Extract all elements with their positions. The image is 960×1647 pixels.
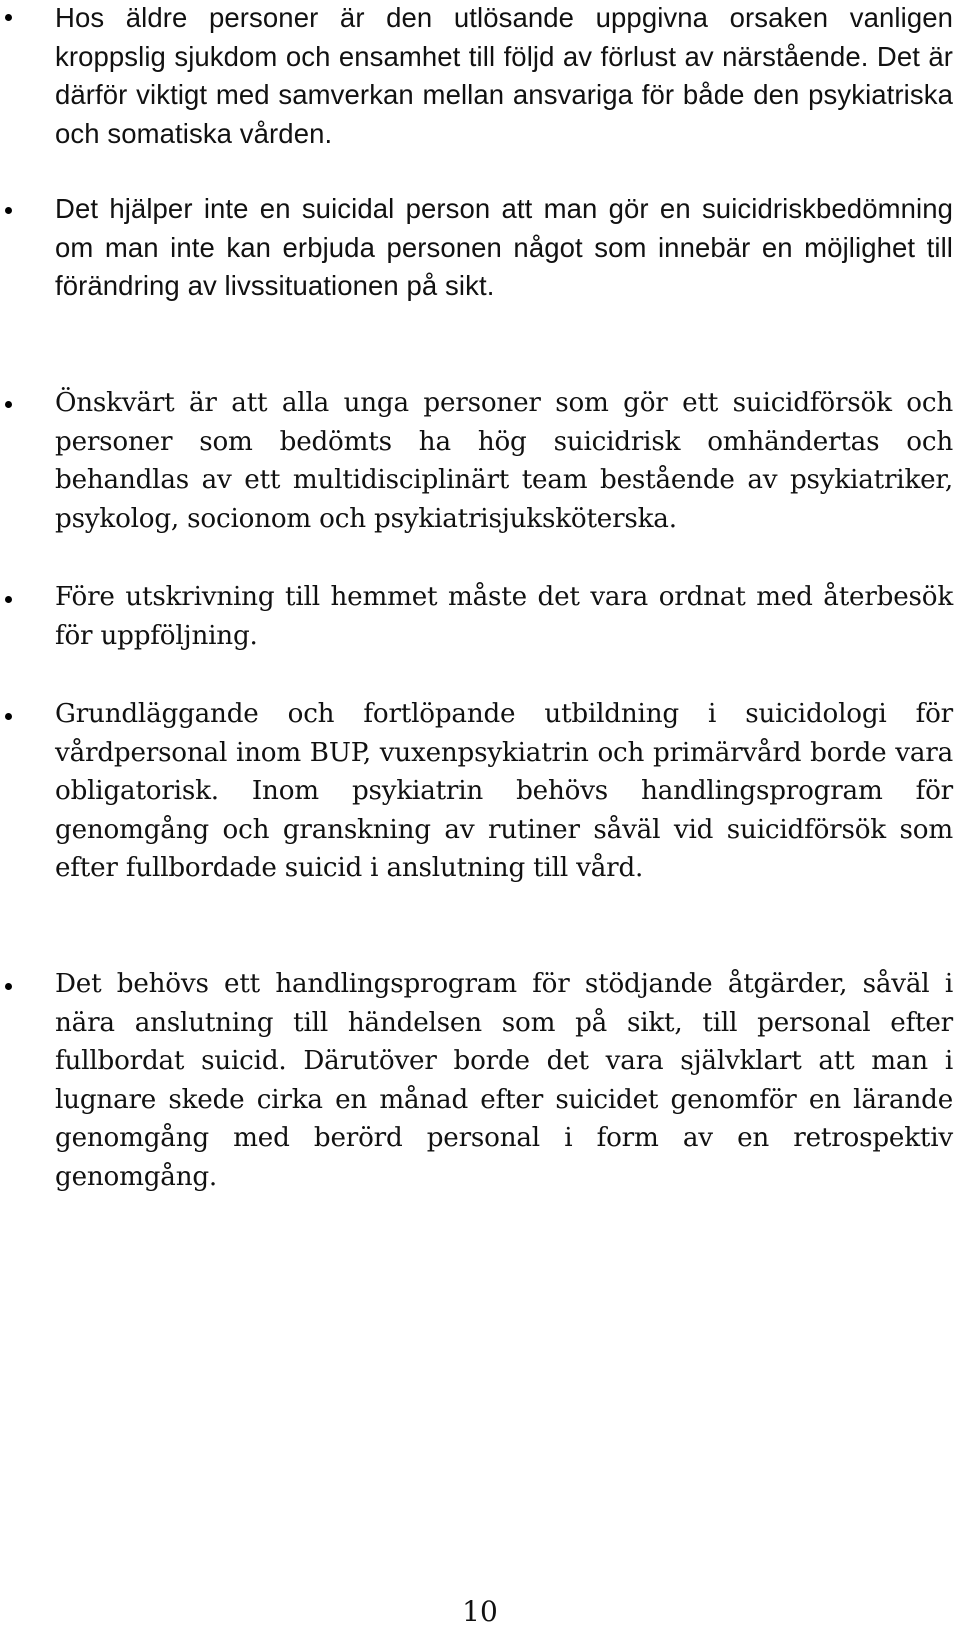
list-item-text: Önskvärt är att alla unga personer som gör ett suicidförsök och personer som bedömts ha hög suicidrisk omhändertas och behandlas av ett multidisciplinärt team bestående av psykiatriker, psykolog, socionom och psykiatrisjuksköterska. bbox=[55, 388, 953, 534]
bullet-icon bbox=[5, 983, 12, 990]
bullet-icon bbox=[5, 401, 12, 408]
list-item-text: Före utskrivning till hemmet måste det vara ordnat med återbesök för uppföljning. bbox=[55, 582, 953, 651]
bullet-icon bbox=[5, 14, 12, 21]
list-item-text: Grundläggande och fortlöpande utbildning i suicidologi för vårdpersonal inom BUP, vuxenpsykiatrin och primärvård borde vara obligatorisk. Inom psykiatrin behövs handlingsprogram för genomgång och granskning av rutiner såväl vid suicidförsök som efter fullbordade suicid i anslutning till vård. bbox=[55, 699, 953, 883]
bullet-icon bbox=[5, 713, 12, 720]
list-item-text: Det hjälper inte en suicidal person att man gör en suicidriskbedömning om man inte kan erbjuda personen något som innebär en möjlighet till förändring av livssituationen på sikt. bbox=[55, 193, 953, 301]
bullet-icon bbox=[5, 596, 12, 603]
list-item-text: Det behövs ett handlingsprogram för stödjande åtgärder, såväl i nära anslutning till händelsen som på sikt, till personal efter fullbordat suicid. Därutöver borde det vara självklart att man i lugnare skede cirka en månad efter suicidet genomför en lärande genomgång med berörd personal i form av en retrospektiv genomgång. bbox=[55, 969, 953, 1192]
list-item-text: Hos äldre personer är den utlösande uppgivna orsaken vanligen kroppslig sjukdom och ensamhet till följd av förlust av närstående. Det är därför viktigt med samverkan mellan ansvariga för både den psykiatriska och somatiska vården. bbox=[55, 2, 953, 149]
page-number: 10 bbox=[462, 1595, 498, 1628]
bullet-icon bbox=[5, 207, 12, 214]
